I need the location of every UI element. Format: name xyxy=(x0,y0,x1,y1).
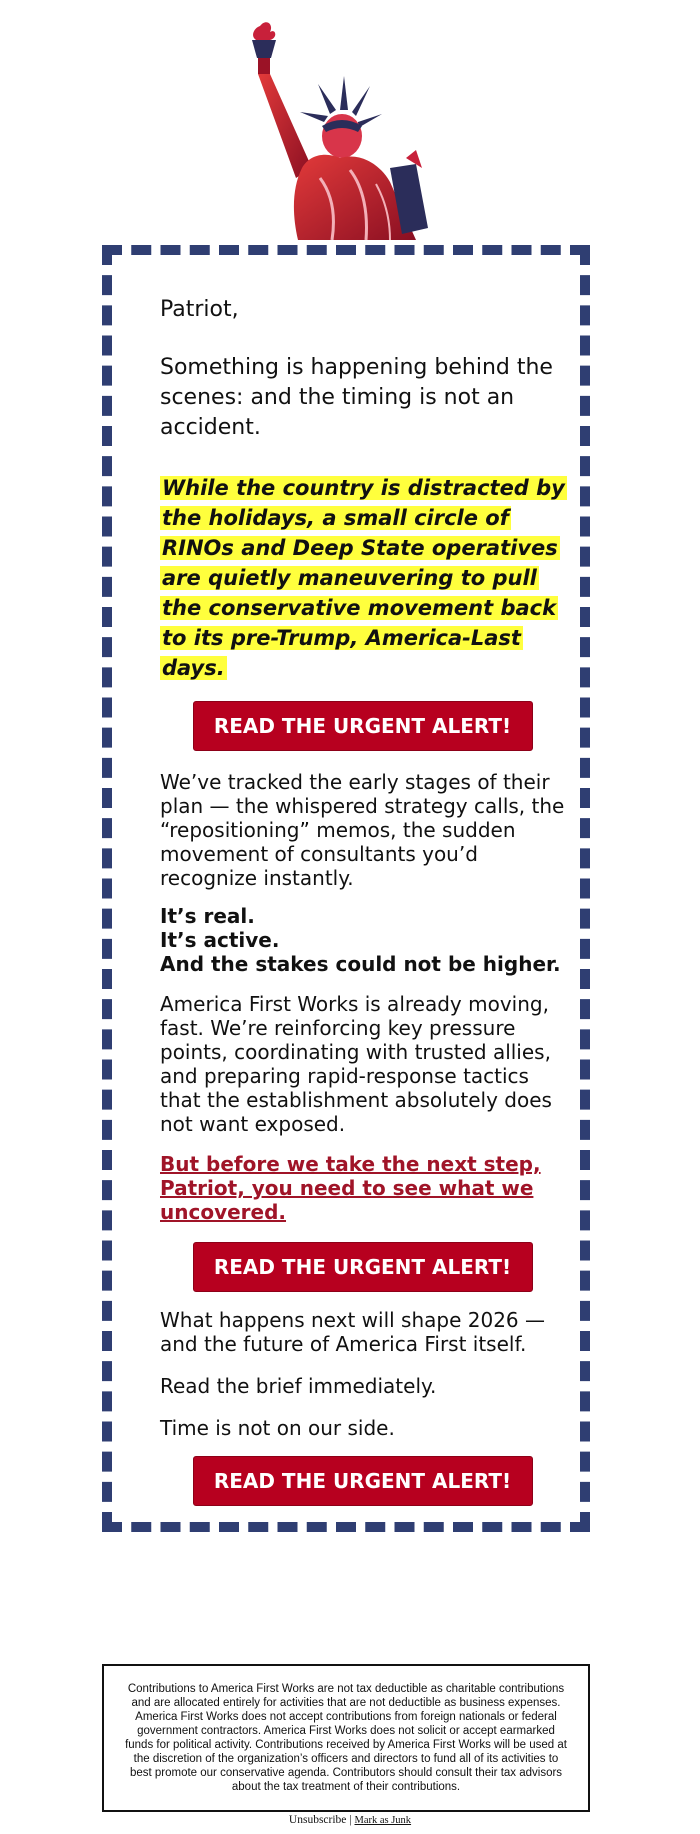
separator: | xyxy=(346,1814,355,1826)
greeting: Patriot, xyxy=(160,297,239,322)
bold-line-2: It’s active. xyxy=(160,928,280,952)
read-alert-button-2[interactable]: READ THE URGENT ALERT! xyxy=(193,1242,533,1292)
highlighted-warning xyxy=(160,473,565,683)
legal-disclaimer xyxy=(102,1664,590,1812)
bold-line-3: And the stakes could not be higher. xyxy=(160,952,561,976)
read-alert-button-1[interactable]: READ THE URGENT ALERT! xyxy=(193,701,533,751)
unsubscribe-bar xyxy=(0,1814,700,1826)
bold-line-1: It’s real. xyxy=(160,904,255,928)
uncovered-link[interactable]: But before we take the next step, Patriot, you need to see what we uncovered. xyxy=(160,1152,541,1224)
highlighted-text: While the country is distracted by the holidays, a small circle of RINOs and Deep State operatives are quietly maneuvering to pull the conservative movement back to its pre-Trump, America-Last days. xyxy=(162,476,565,680)
disclaimer-text: Contributions to America First Works are not tax deductible as charitable contributions and are allocated entirely for activities that are not deductible as business expenses. America First Works does not accept contributions from foreign nationals or federal government contractors. America First Works does not solicit or accept earmarked funds for political activity. Contributions received by America First Works will be used at the discretion of the organization’s officers and directors to fund all of its activities to best promote our conservative agenda. Contributors should consult their tax advisors about the tax treatment of their contributions. xyxy=(125,1683,567,1793)
statue-of-liberty-image xyxy=(240,18,480,240)
tracked-paragraph: We’ve tracked the early stages of their plan — the whispered strategy calls, the “repositioning” memos, the sudden movement of consultants you’d recognize instantly. xyxy=(160,770,565,890)
read-brief-paragraph: Read the brief immediately. xyxy=(160,1374,437,1398)
unsubscribe-link[interactable]: Unsubscribe xyxy=(288,1814,347,1826)
email-content xyxy=(160,295,565,1506)
email-card xyxy=(102,245,590,1532)
moving-paragraph: America First Works is already moving, fast. We’re reinforcing key pressure points, coordinating with trusted allies, and preparing rapid-response tactics that the establishment absolutely does not want exposed. xyxy=(160,992,552,1136)
lead-paragraph: Something is happening behind the scenes: and the timing is not an accident. xyxy=(160,355,553,440)
next-paragraph: What happens next will shape 2026 — and the future of America First itself. xyxy=(160,1308,545,1356)
mark-as-junk-link[interactable]: Mark as Junk xyxy=(354,1815,412,1826)
read-alert-button-3[interactable]: READ THE URGENT ALERT! xyxy=(193,1456,533,1506)
time-paragraph: Time is not on our side. xyxy=(160,1416,395,1440)
